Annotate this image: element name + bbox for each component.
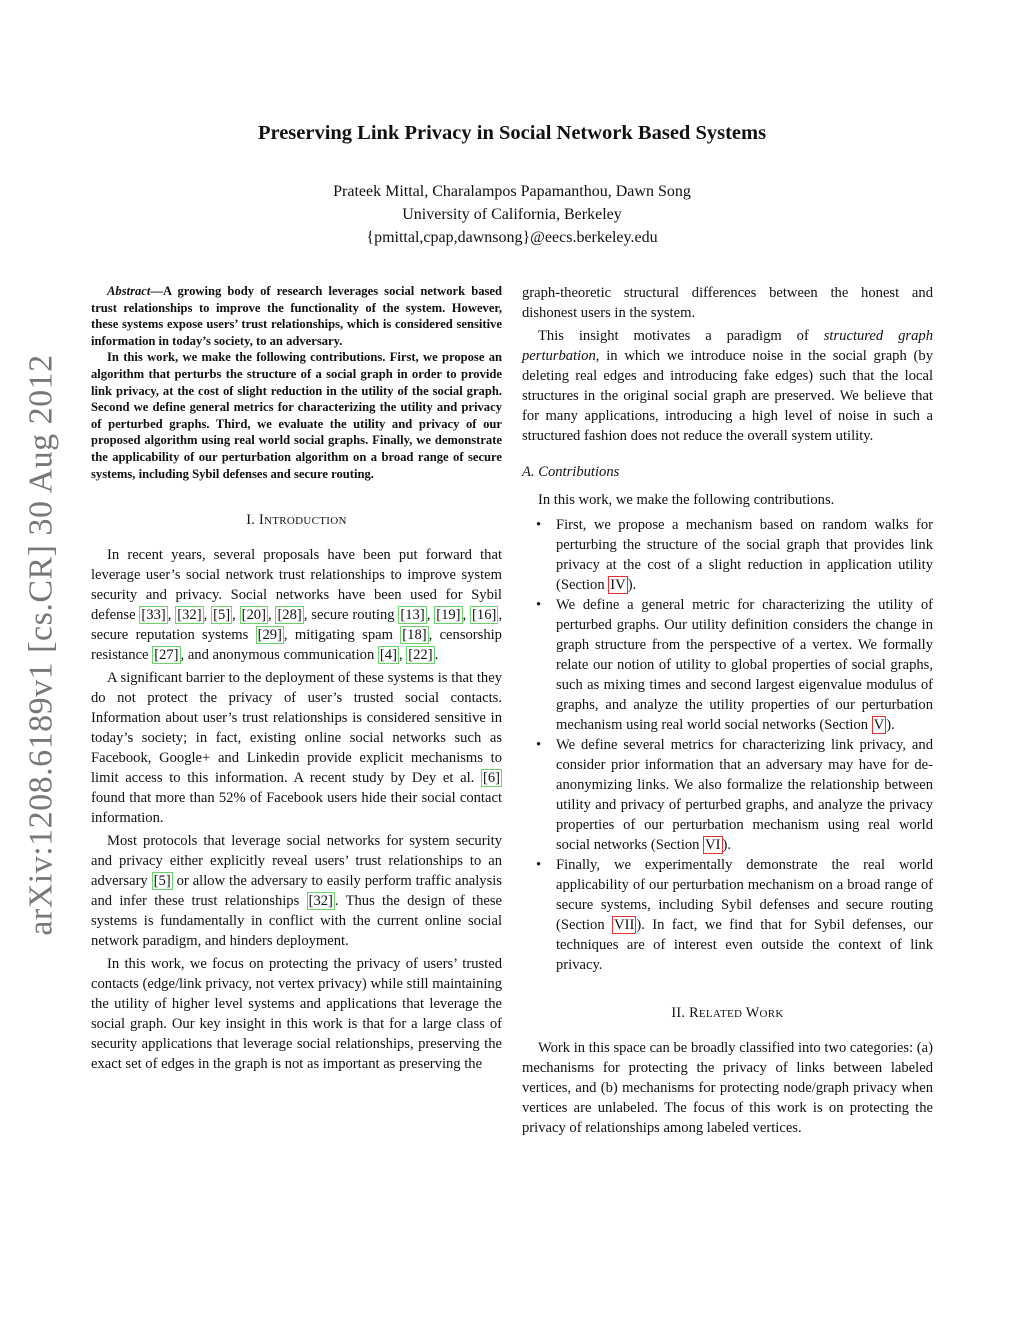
contributions-intro: In this work, we make the following contributions. (538, 492, 835, 508)
abstract-text-1: —A growing body of research leverages social network based trust relationships to improve the functionality of the system. However, these systems expose users’ trust relationships, which is considered sensitive information in today’s society, to an adversary. (91, 284, 502, 348)
citation-4[interactable]: [4] (379, 647, 397, 664)
section-ref-v[interactable]: V (873, 717, 885, 733)
section-ref-vi[interactable]: VI (705, 837, 721, 853)
intro-paragraph-4-continued: graph-theoretic structural differences between the honest and dishonest users in the system. (522, 285, 933, 321)
bullet-icon: • (536, 737, 542, 753)
citation-33[interactable]: [33] (141, 607, 166, 624)
left-column (91, 283, 502, 1077)
list-item: • Finally, we experimentally demonstrate the real world applicability of our perturbation mechanism on a broad range of secure systems, including Sybil defenses and secure routing (Section VII ). In fact, we find that for Sybil defenses, our techniques are of interest even outside the context of link privacy. (536, 857, 933, 973)
citation-6[interactable]: [6] (482, 770, 500, 787)
citation-32[interactable]: [32] (308, 893, 333, 910)
bullet-icon: • (536, 857, 542, 873)
section-heading-related-work (522, 1003, 933, 1024)
emphasis-structured-graph-perturbation: structured graph perturbation (522, 328, 933, 364)
author-names: Prateek Mittal, Charalampos Papamanthou, Dawn Song (333, 183, 691, 200)
section-initial: W (745, 1005, 760, 1021)
section-ref-iv[interactable]: IV (610, 577, 626, 593)
intro-paragraph-3: Most protocols that leverage social networks for system security and privacy either explicitly reveal users’ trust relationships to an adversary [5] or allow the adversary to easily perform traffic analysis and infer these trust relationships [32] . Thus the design of these systems is fundamentally in conflict with the current online social network paradigm, and hinders deployment. (91, 833, 502, 950)
citation-20[interactable]: [20] (241, 607, 266, 624)
paper-title: Preserving Link Privacy in Social Network Based Systems (257, 122, 767, 144)
section-number: II. (671, 1005, 686, 1021)
citation-5[interactable]: [5] (153, 873, 171, 890)
intro-paragraph-1: In recent years, several proposals have been put forward that leverage user’s social network trust relationships to improve system security and privacy. Social networks have been used for Sybil defense [33] , [32] , [5] , [20] , [28] , secure routing [13] , [19] , [16] , secure reputation systems [29] , mitigating spam [18] , censorship resistance [27] , and anonymous communication [4] , [22] . (91, 547, 503, 664)
list-item: • We define a general metric for characterizing the utility of perturbed graphs. Our utility definition considers the change in graph structure from the perspective of a vertex. We formally relate our notion of utility to global properties of social graphs, such as mixing times and second largest eigenvalue modulus of graphs, and analyze the utility properties of our perturbation mechanism using real world social networks (Section V ). (536, 597, 933, 733)
insight-paragraph: This insight motivates a paradigm of structured graph perturbation, in which we introduce noise in the social graph (by deleting real edges and introducing fake edges) such that the local structures in the original social graph are preserved. We believe that for many applications, introducing a high level of noise in such a structured fashion does not reduce the overall system utility. (522, 328, 933, 444)
bullet-icon: • (536, 597, 542, 613)
citation-16[interactable]: [16] (472, 607, 497, 624)
abstract (91, 283, 502, 482)
citation-27[interactable]: [27] (154, 647, 179, 664)
right-column (522, 283, 933, 1141)
related-work-paragraph: Work in this space can be broadly classified into two categories: (a) mechanisms for protecting the privacy of links between labeled vertices, and (b) mechanisms for protecting node/graph privacy when vertices are unlabeled. The focus of this work is on protecting the privacy of relationships among labeled vertices. (522, 1040, 933, 1136)
arxiv-identifier-text: arXiv:1208.6189v1 [cs.CR] 30 Aug 2012 (23, 354, 61, 936)
section-initial: I (258, 512, 264, 529)
abstract-label: Abstract (107, 284, 151, 298)
arxiv-identifier (22, 350, 62, 940)
list-item: • We define several metrics for characterizing link privacy, and consider prior information that an adversary may have for de-anonymizing links. We also formalize the relationship between utility and privacy of perturbed graphs, and analyze the privacy properties of our perturbation mechanism using real world social networks (Section VI ). (536, 737, 933, 853)
section-rest: NTRODUCTION (264, 515, 347, 528)
subsection-heading-contributions: A. Contributions (522, 464, 620, 480)
author-affiliation: University of California, Berkeley (402, 206, 622, 223)
intro-paragraph-4: In this work, we focus on protecting the privacy of users’ trusted contacts (edge/link privacy, not vertex privacy) while still maintaining the utility of higher level systems and applications that leverage the social graph. Our key insight in this work is that for a large class of security applications that leverage social relationships, preserving the exact set of edges in the graph is not as important as preserving the (91, 956, 502, 1073)
citation-32[interactable]: [32] (177, 607, 202, 624)
citation-5[interactable]: [5] (213, 607, 231, 624)
citation-22[interactable]: [22] (408, 647, 433, 664)
author-block (0, 180, 1024, 249)
section-rest: ELATED (698, 1008, 743, 1020)
abstract-paragraph-1 (91, 283, 502, 349)
section-ref-vii[interactable]: VII (614, 917, 635, 933)
citation-29[interactable]: [29] (257, 627, 282, 644)
contributions-list (522, 515, 933, 975)
list-item: • First, we propose a mechanism based on random walks for perturbing the structure of the social graph that provides link privacy at the cost of a slight reduction in application utility (Section IV ). (536, 517, 933, 593)
section-initial: R (689, 1005, 699, 1021)
author-email: {pmittal,cpap,dawnsong}@eecs.berkeley.edu (366, 229, 658, 246)
citation-28[interactable]: [28] (277, 607, 302, 624)
section-rest: ORK (759, 1008, 784, 1020)
bullet-icon: • (536, 517, 542, 533)
section-heading-introduction (91, 510, 502, 531)
citation-13[interactable]: [13] (400, 607, 425, 624)
citation-18[interactable]: [18] (402, 627, 427, 644)
citation-19[interactable]: [19] (436, 607, 461, 624)
section-number: I. (246, 512, 256, 529)
abstract-paragraph-2: In this work, we make the following contributions. First, we propose an algorithm that perturbs the structure of a social graph in order to provide link privacy, at the cost of slight reduction in the utility of the social graph. Second we define general metrics for characterizing the utility and privacy of perturbed graphs. Third, we evaluate the utility and privacy of our proposed algorithm using real world social graphs. Finally, we demonstrate the applicability of our perturbation algorithm on a broad range of secure systems, including Sybil defenses and secure routing. (91, 350, 502, 481)
intro-paragraph-2: A significant barrier to the deployment of these systems is that they do not protect the privacy of user’s trusted social contacts. Information about user’s trust relationships is considered sensitive in today’s society; in fact, existing online social networks such as Facebook, Google+ and Linkedin provide explicit mechanisms to limit access to this information. A recent study by Dey et al. [6] found that more than 52% of Facebook users hide their social contact information. (91, 670, 502, 827)
